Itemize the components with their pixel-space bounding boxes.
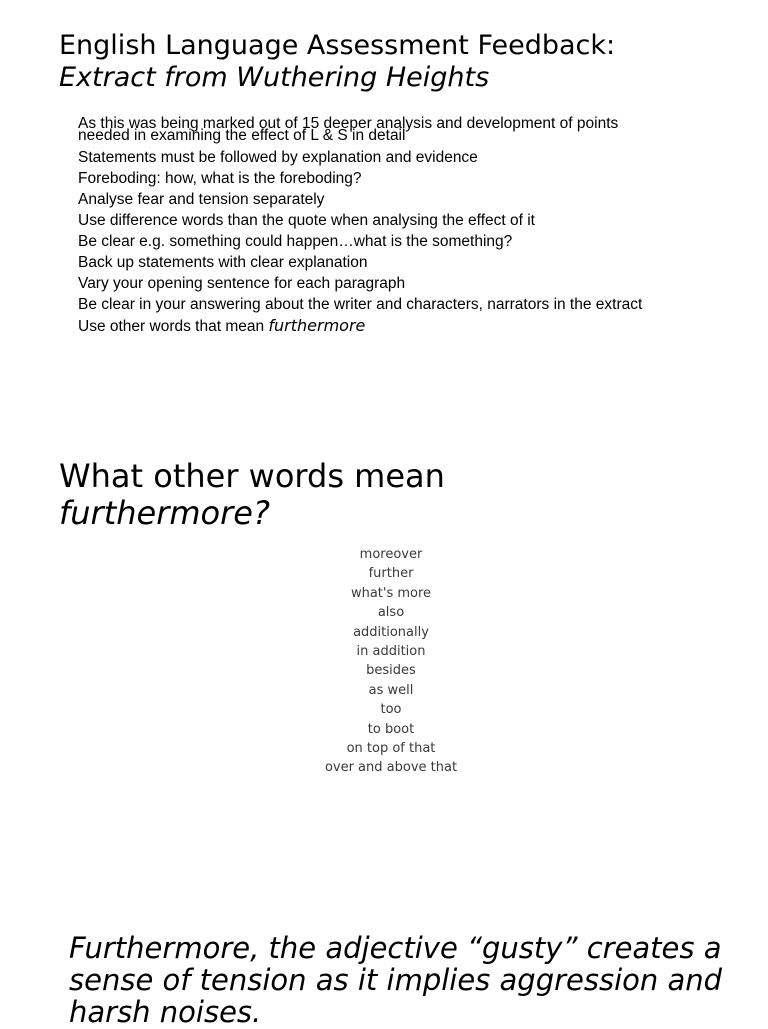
synonym-item: besides (366, 663, 416, 679)
synonym-item: over and above that (324, 760, 458, 776)
feedback-last-prefix: Use other words that mean (78, 318, 269, 335)
feedback-item: Be clear in your answering about the writer and characters, narrators in the extract (78, 296, 643, 313)
feedback-item: Use difference words than the quote when analysing the effect of it (78, 212, 535, 229)
synonym-item: also (377, 605, 405, 621)
synonym-item: further (368, 566, 414, 582)
synonym-item: what's more (350, 585, 432, 601)
synonyms-heading-line-2: furthermore? (59, 494, 270, 532)
synonym-item: moreover (359, 547, 423, 562)
title-subtitle: Extract from Wuthering Heights (59, 62, 490, 93)
feedback-item-intro (78, 113, 758, 147)
feedback-last-emphasis: furthermore (268, 316, 366, 335)
feedback-list (78, 113, 758, 336)
synonym-item: on top of that (346, 740, 436, 756)
synonym-item: as well (368, 682, 414, 698)
example-sentence: Furthermore, the adjective “gusty” creates a sense of tension as it implies aggression and harsh noises. (69, 931, 723, 1029)
feedback-item: Vary your opening sentence for each paragraph (78, 275, 406, 292)
synonym-item: to boot (367, 721, 415, 737)
feedback-item: Statements must be followed by explanation and evidence (78, 149, 478, 166)
page-title (59, 30, 739, 94)
synonyms-heading (59, 458, 739, 532)
feedback-intro-line-2: needed in examining the effect of L & S in detail (78, 127, 406, 144)
feedback-item: Foreboding: how, what is the foreboding? (78, 170, 362, 187)
synonyms-heading-line-1: What other words mean (59, 457, 445, 495)
synonym-item: additionally (353, 624, 429, 640)
feedback-intro-line-1: As this was being marked out of 15 deeper analysis and development of points (78, 115, 619, 132)
title-main: English Language Assessment Feedback: (59, 30, 616, 61)
feedback-item: Be clear e.g. something could happen…what is the something? (78, 233, 513, 250)
feedback-item: Analyse fear and tension separately (78, 191, 325, 208)
synonym-item: too (380, 702, 402, 718)
feedback-item-furthermore (78, 315, 758, 336)
synonym-item: in addition (356, 643, 426, 659)
feedback-item: Back up statements with clear explanation (78, 254, 368, 271)
synonym-list (291, 545, 491, 778)
